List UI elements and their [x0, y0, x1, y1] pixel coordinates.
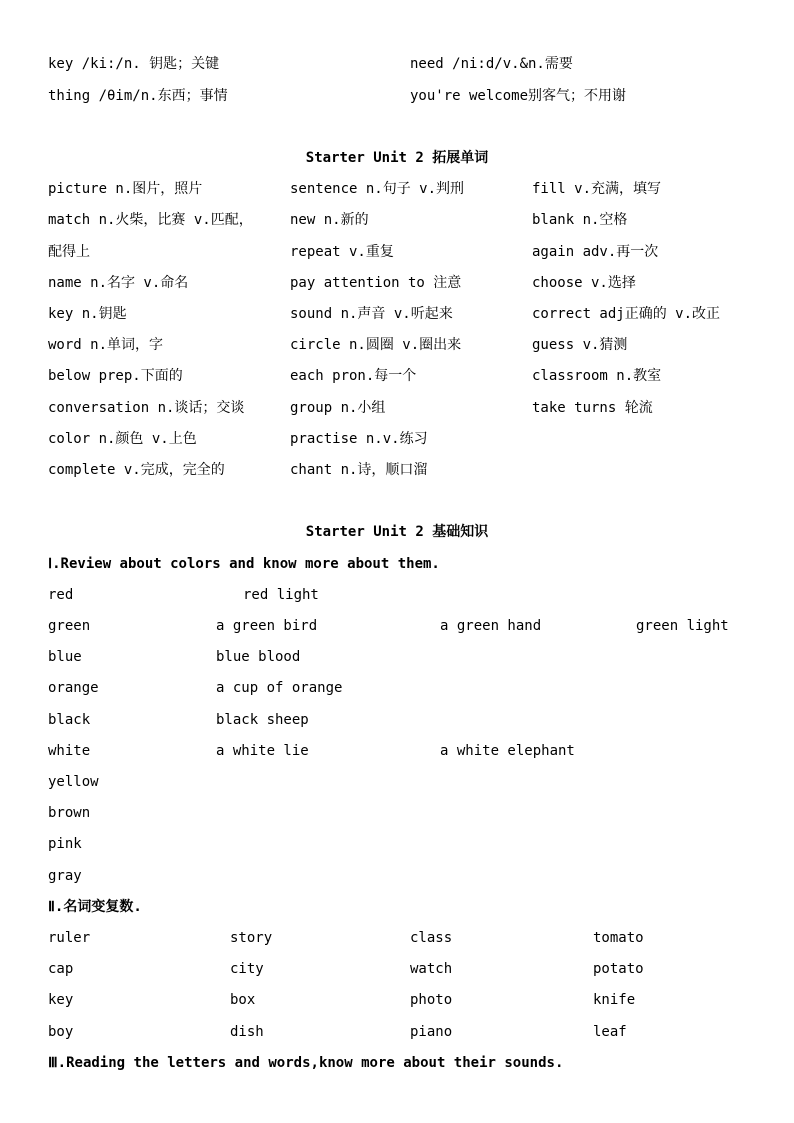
- vocab-need: need /ni:d/v.&n.需要: [410, 56, 573, 72]
- extend-word: new n.新的: [290, 212, 369, 228]
- extend-word: take turns 轮流: [532, 400, 653, 416]
- extend-word: key n.钥匙: [48, 306, 127, 322]
- extend-word: word n.单词，字: [48, 337, 164, 353]
- plural-noun: story: [230, 930, 273, 946]
- plural-noun: cap: [48, 961, 74, 977]
- extend-word: correct adj正确的 v.改正: [532, 306, 721, 322]
- color-phrase: black sheep: [216, 712, 309, 728]
- extend-word: color n.颜色 v.上色: [48, 431, 197, 447]
- extend-word: below prep.下面的: [48, 368, 183, 384]
- plural-noun: tomato: [593, 930, 644, 946]
- section-title-extend: Starter Unit 2 拓展单词: [305, 150, 489, 166]
- extend-word: chant n.诗，顺口溜: [290, 462, 428, 478]
- color-word: red: [48, 587, 74, 603]
- plural-noun: key: [48, 992, 74, 1008]
- color-phrase: green light: [636, 618, 729, 634]
- color-phrase: blue blood: [216, 649, 301, 665]
- plural-noun: box: [230, 992, 256, 1008]
- color-word: green: [48, 618, 91, 634]
- color-phrase: a white elephant: [440, 743, 575, 759]
- extend-word: pay attention to 注意: [290, 275, 462, 291]
- plural-noun: photo: [410, 992, 453, 1008]
- extend-word: guess v.猜测: [532, 337, 628, 353]
- plural-noun: boy: [48, 1024, 74, 1040]
- color-phrase: a white lie: [216, 743, 309, 759]
- extend-word: practise n.v.练习: [290, 431, 428, 447]
- color-word: black: [48, 712, 91, 728]
- plural-noun: class: [410, 930, 453, 946]
- color-word: white: [48, 743, 91, 759]
- extend-word: circle n.圆圈 v.圈出来: [290, 337, 462, 353]
- extend-word: conversation n.谈话；交谈: [48, 400, 245, 416]
- extend-word: sentence n.句子 v.判刑: [290, 181, 465, 197]
- color-word: pink: [48, 836, 82, 852]
- extend-word: complete v.完成，完全的: [48, 462, 225, 478]
- plural-noun: leaf: [593, 1024, 627, 1040]
- color-word: orange: [48, 680, 99, 696]
- color-phrase: red light: [243, 587, 319, 603]
- extend-word: match n.火柴，比赛 v.匹配，: [48, 212, 253, 228]
- extend-word: 配得上: [48, 244, 90, 260]
- plural-noun: potato: [593, 961, 644, 977]
- plural-noun: knife: [593, 992, 636, 1008]
- vocab-thing: thing /θim/n.东西；事情: [48, 88, 228, 104]
- color-word: yellow: [48, 774, 99, 790]
- part1-heading: Ⅰ.Review about colors and know more about them.: [48, 556, 440, 572]
- color-phrase: a green bird: [216, 618, 318, 634]
- extend-word: repeat v.重复: [290, 244, 394, 260]
- extend-word: sound n.声音 v.听起来: [290, 306, 453, 322]
- extend-word: picture n.图片，照片: [48, 181, 203, 197]
- color-word: blue: [48, 649, 82, 665]
- part3-heading: Ⅲ.Reading the letters and words,know more about their sounds.: [48, 1055, 564, 1071]
- color-word: brown: [48, 805, 91, 821]
- plural-noun: dish: [230, 1024, 264, 1040]
- extend-word: blank n.空格: [532, 212, 628, 228]
- extend-word: each pron.每一个: [290, 368, 417, 384]
- plural-noun: ruler: [48, 930, 91, 946]
- color-phrase: a cup of orange: [216, 680, 343, 696]
- plural-noun: city: [230, 961, 264, 977]
- vocab-key: key /ki:/n. 钥匙；关键: [48, 56, 220, 72]
- plural-noun: watch: [410, 961, 453, 977]
- color-phrase: a green hand: [440, 618, 542, 634]
- extend-word: classroom n.教室: [532, 368, 662, 384]
- extend-word: again adv.再一次: [532, 244, 659, 260]
- color-word: gray: [48, 868, 82, 884]
- extend-word: choose v.选择: [532, 275, 636, 291]
- vocab-youre-welcome: you're welcome别客气；不用谢: [410, 88, 627, 104]
- part2-heading: Ⅱ.名词变复数.: [48, 899, 142, 915]
- extend-word: name n.名字 v.命名: [48, 275, 189, 291]
- extend-word: group n.小组: [290, 400, 386, 416]
- section-title-basic: Starter Unit 2 基础知识: [305, 524, 489, 540]
- extend-word: fill v.充满，填写: [532, 181, 662, 197]
- plural-noun: piano: [410, 1024, 453, 1040]
